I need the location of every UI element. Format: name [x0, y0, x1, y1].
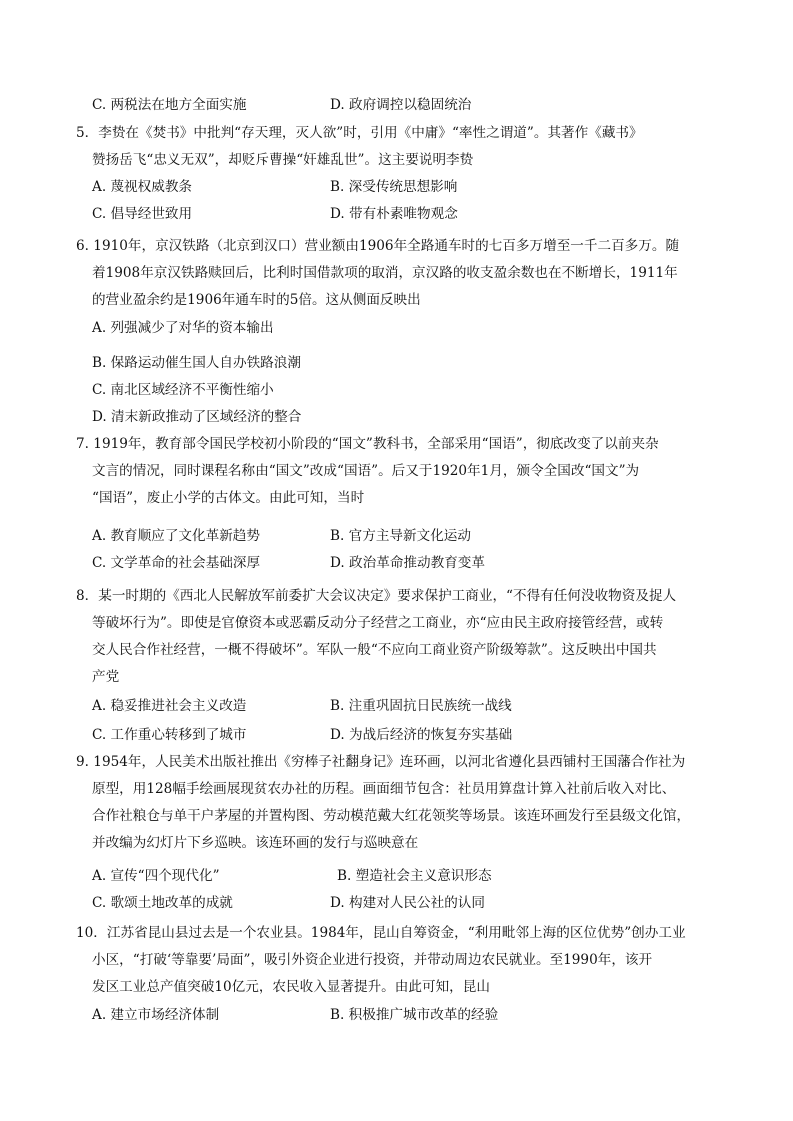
- q9-stem-line4: 并改编为幻灯片下乡巡映。该连环画的发行与巡映意在: [92, 835, 419, 851]
- q7-option-a: A. 教育顺应了文化革新趋势: [92, 528, 260, 544]
- q5-option-a: A. 蔑视权威教条: [92, 179, 193, 195]
- q5-option-d: D. 带有朴素唯物观念: [330, 206, 458, 222]
- q9-stem-line1: 9. 1954年，人民美术出版社推出《穷棒子社翻身记》连环画，以河北省遵化县西铺村王国藩合作社为: [76, 754, 686, 770]
- q10-option-b: B. 积极推广城市改革的经验: [330, 1007, 499, 1023]
- q7-stem-line2: 文言的情况，同时课程名称由“国文”改成“国语”。后又于1920年1月，颁令全国改“国文”为: [92, 463, 640, 479]
- q6-stem-line2: 着1908年京汉铁路赎回后，比利时国借款项的取消，京汉路的收支盈余数也在不断增长，1911年: [92, 265, 678, 281]
- q9-option-c: C. 歌颂土地改革的成就: [92, 895, 233, 911]
- q6-option-b: B. 保路运动催生国人自办铁路浪潮: [92, 355, 301, 371]
- q9-stem-line2: 原型，用128幅手绘画展现贫农办社的历程。画面细节包含：社员用算盘计算入社前后收入对比、: [92, 781, 676, 797]
- q6-option-c: C. 南北区域经济不平衡性缩小: [92, 382, 274, 398]
- q6-option-a: A. 列强减少了对华的资本输出: [92, 320, 274, 336]
- q5-stem-line2: 赞扬岳飞“忠义无双”，却贬斥曹操“奸雄乱世”。这主要说明李贽: [92, 152, 474, 168]
- q4-option-c: C. 两税法在地方全面实施: [92, 97, 247, 113]
- q5-stem-line1: 5．李贽在《焚书》中批判“存天理，灭人欲”时，引用《中庸》“率性之谓道”。其著作《藏书》: [76, 125, 643, 141]
- q8-option-b: B. 注重巩固抗日民族统一战线: [330, 698, 512, 714]
- q8-stem-line4: 产党: [92, 669, 120, 685]
- q10-stem-line1: 10．江苏省昆山县过去是一个农业县。1984年，昆山自筹资金，“利用毗邻上海的区位优势”创办工业: [76, 925, 686, 941]
- q4-option-d: D. 政府调控以稳固统治: [330, 97, 472, 113]
- q7-stem-line1: 7. 1919年，教育部令国民学校初小阶段的“国文”教科书，全部采用“国语”，彻底改变了以前夹杂: [76, 436, 659, 452]
- q7-option-c: C. 文学革命的社会基础深厚: [92, 555, 261, 571]
- q5-option-c: C. 倡导经世致用: [92, 206, 193, 222]
- q8-stem-line1: 8．某一时期的《西北人民解放军前委扩大会议决定》要求保护工商业，“不得有任何没收物资及捉人: [76, 588, 677, 604]
- q8-stem-line2: 等破坏行为”。即使是官僚资本或恶霸反动分子经营之工商业，亦“应由民主政府接管经营，或转: [92, 615, 664, 631]
- q9-option-a: A. 宣传“四个现代化”: [92, 868, 220, 884]
- q8-stem-line3: 交人民合作社经营，一概不得破坏”。军队一般“不应向工商业资产阶级筹款”。这反映出中国共: [92, 642, 657, 658]
- q10-stem-line2: 小区，“打破‘等靠要’局面”，吸引外资企业进行投资，并带动周边农民就业。至1990年，该开: [92, 952, 653, 968]
- q6-option-d: D. 清末新政推动了区域经济的整合: [92, 409, 302, 425]
- q9-stem-line3: 合作社粮仓与单干户茅屋的并置构图、劳动模范戴大红花领奖等场景。该连环画发行至县级文化馆，: [92, 808, 691, 824]
- q7-option-b: B. 官方主导新文化运动: [330, 528, 471, 544]
- q6-stem-line3: 的营业盈余约是1906年通车时的5倍。这从侧面反映出: [92, 292, 421, 308]
- q6-stem-line1: 6. 1910年，京汉铁路（北京到汉口）营业额由1906年全路通车时的七百多万增至一千二百多万。随: [76, 238, 680, 254]
- q5-option-b: B. 深受传统思想影响: [330, 179, 458, 195]
- q9-option-b: B. 塑造社会主义意识形态: [337, 868, 492, 884]
- q10-option-a: A. 建立市场经济体制: [92, 1007, 220, 1023]
- q10-stem-line3: 发区工业总产值突破10亿元，农民收入显著提升。由此可知，昆山: [92, 979, 490, 995]
- q8-option-c: C. 工作重心转移到了城市: [92, 727, 247, 743]
- q8-option-a: A. 稳妥推进社会主义改造: [92, 698, 247, 714]
- q7-stem-line3: “国语”，废止小学的古体文。由此可知，当时: [92, 490, 365, 506]
- q9-option-d: D. 构建对人民公社的认同: [330, 895, 485, 911]
- q8-option-d: D. 为战后经济的恢复夯实基础: [330, 727, 513, 743]
- q7-option-d: D. 政治革命推动教育变革: [330, 555, 485, 571]
